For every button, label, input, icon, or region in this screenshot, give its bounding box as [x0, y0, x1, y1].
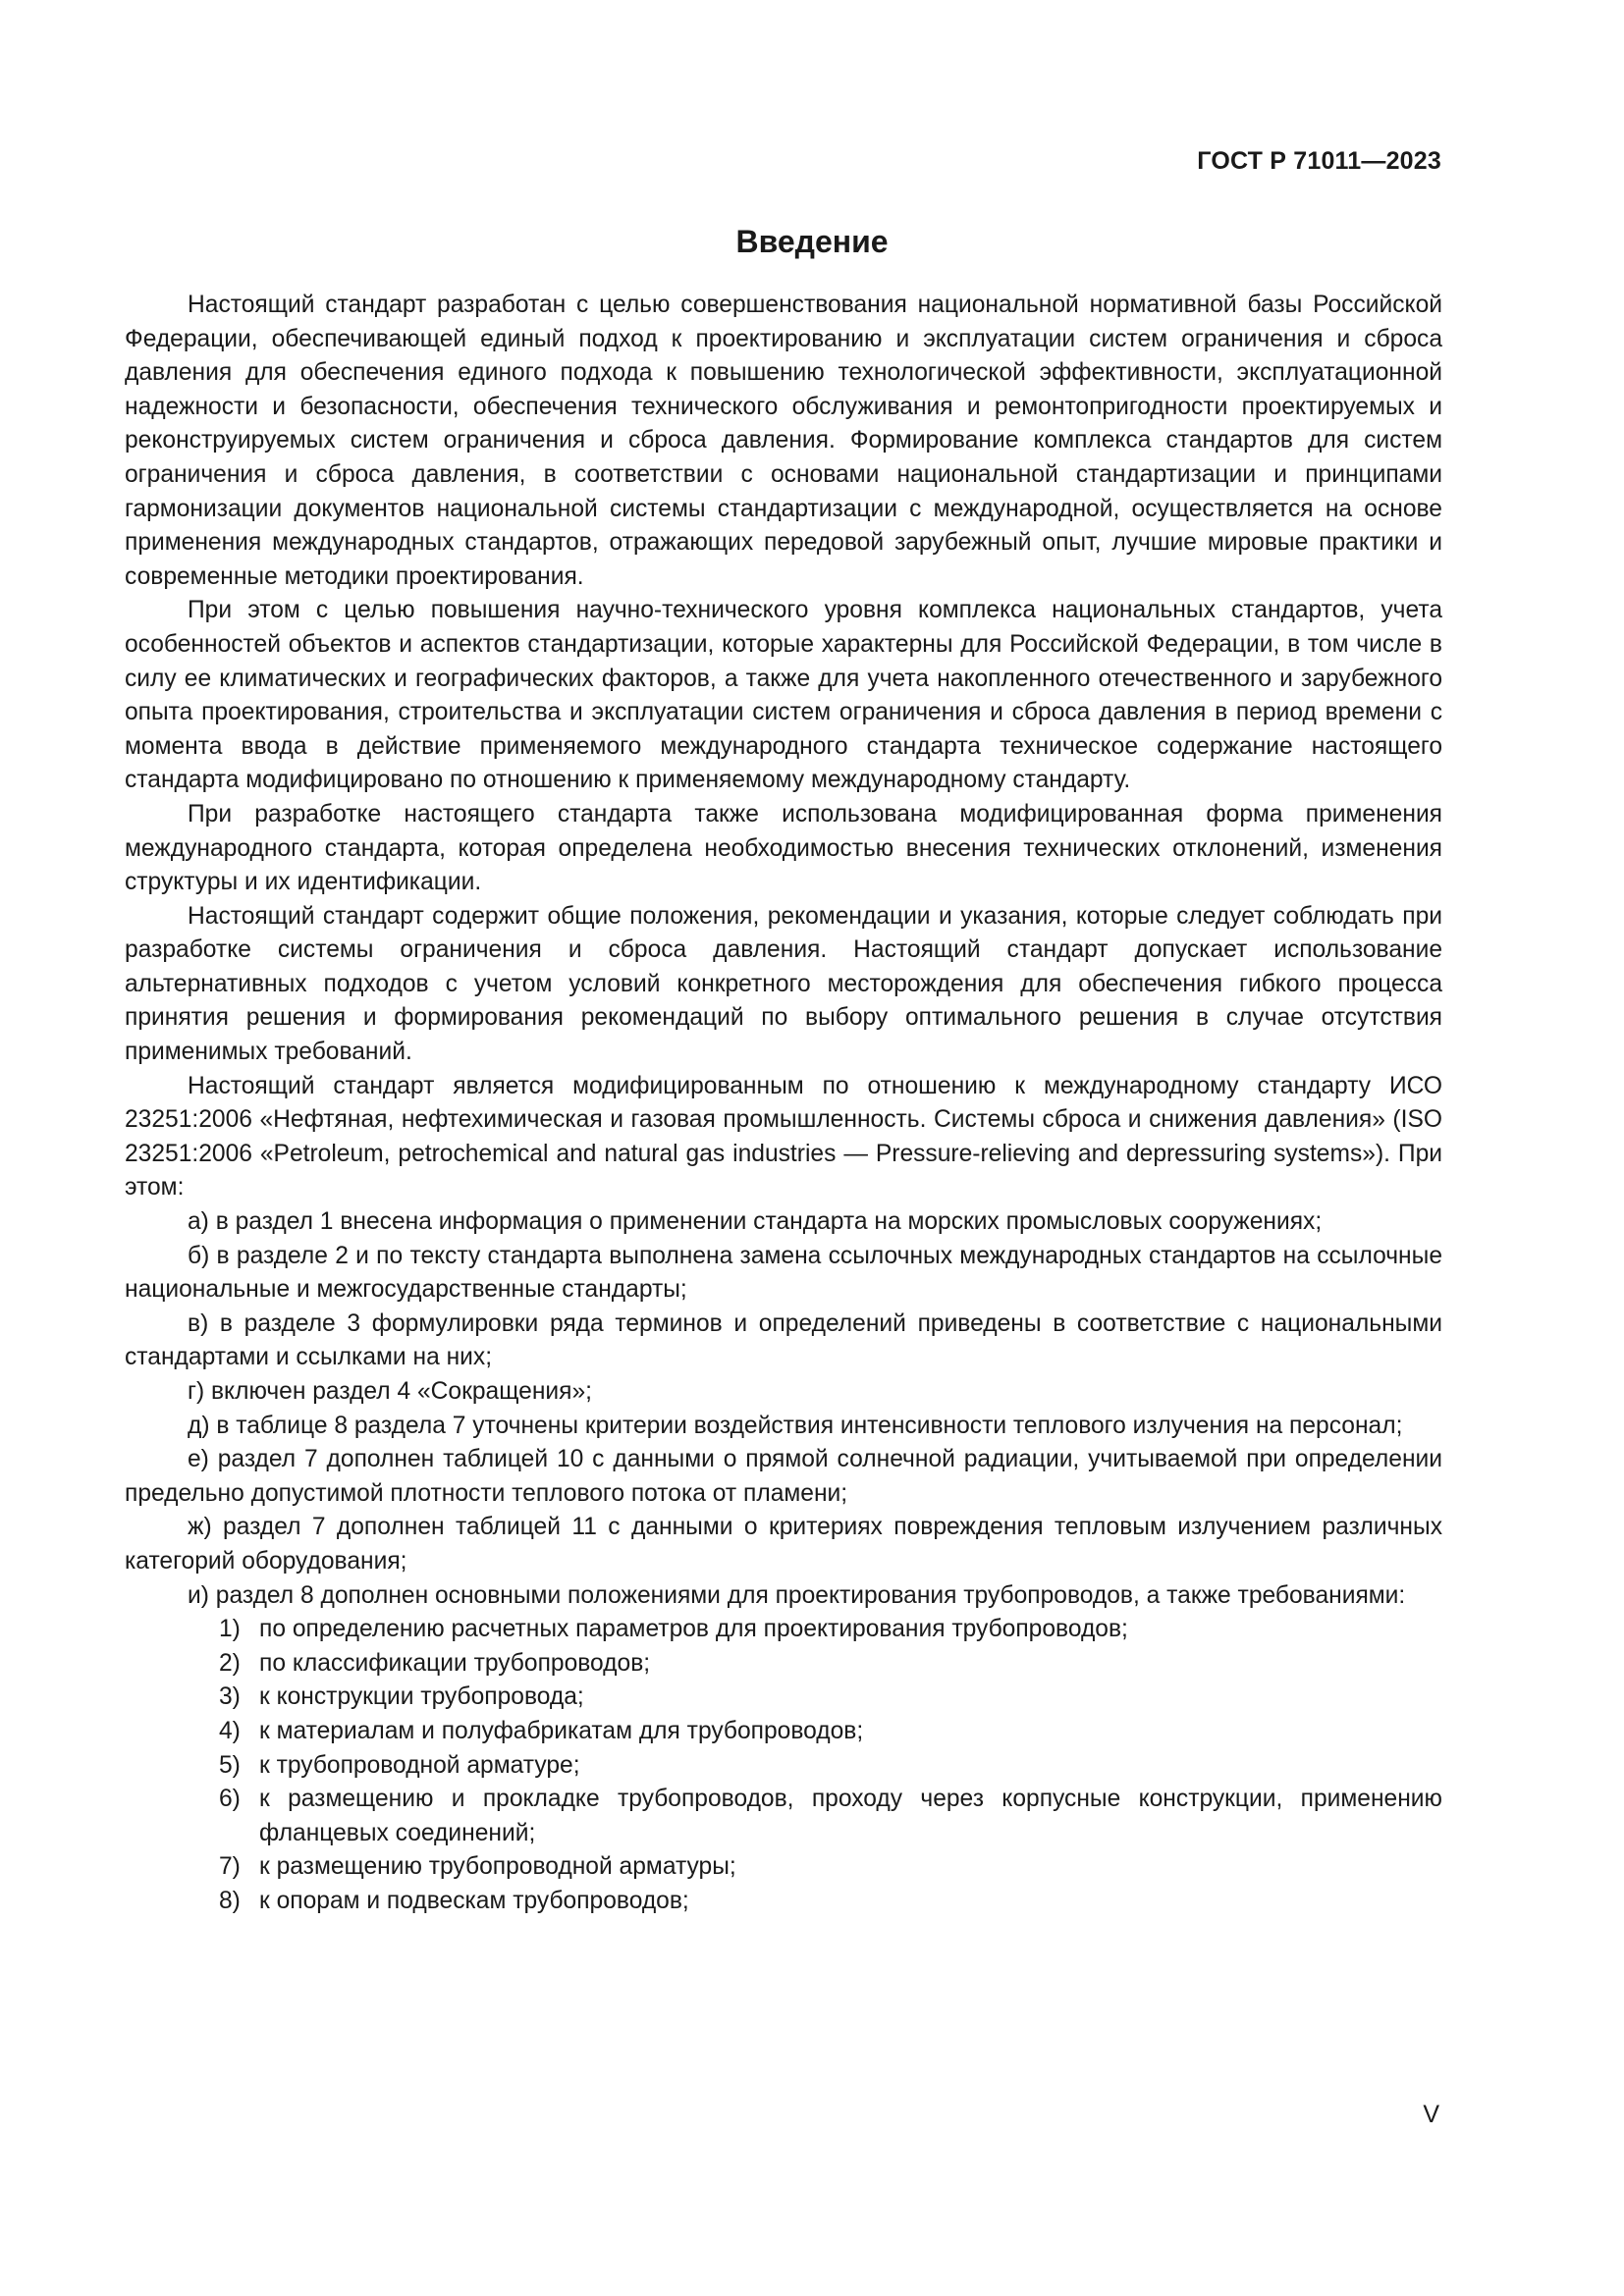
enumeration-item: а) в раздел 1 внесена информация о применении стандарта на морских промысловых сооружениях; [188, 1208, 1323, 1236]
list-item-number: 1) [219, 1616, 241, 1643]
list-item [125, 1749, 1442, 1784]
list-item [125, 1647, 1442, 1682]
paragraph: Настоящий стандарт разработан с целью совершенствования национальной нормативной базы Российской Федерации, обеспечивающей единый подход к проектированию и эксплуатации систем ограничения и сброса давления для обеспечения единого подхода к повышению технологической эффективности, эксплуатационной надежности и безопасности, обеспечения технического обслуживания и ремонтопригодности проектируемых и реконструируемых систем ограничения и сброса давления. Формирование комплекса стандартов для систем ограничения и сброса давления, в соответствии с основами национальной стандартизации и принципами гармонизации документов национальной системы стандартизации с международной, осуществляется на основе применения международных стандартов, отражающих передовой зарубежный опыт, лучшие мировые практики и современные методики проектирования. [125, 292, 1442, 590]
list-item-text: к материалам и полуфабрикатам для трубопроводов; [259, 1717, 864, 1744]
list-item-number: 8) [219, 1887, 241, 1914]
page-number: V [1423, 2101, 1439, 2128]
paragraph: При разработке настоящего стандарта также использована модифицированная форма применения международного стандарта, которая определена необходимостью внесения технических отклонений, изменения структуры и их идентификации. [125, 800, 1442, 896]
list-item-text: по классификации трубопроводов; [259, 1649, 651, 1677]
enumeration-item: в) в разделе 3 формулировки ряда терминов и определений приведены в соответствие с национальными стандартами и ссылками на них; [125, 1309, 1442, 1371]
document-id-header: ГОСТ Р 71011—2023 [1197, 147, 1441, 175]
list-item [125, 1613, 1442, 1647]
paragraph: Настоящий стандарт является модифицированным по отношению к международному стандарту ИСО 23251:2006 «Нефтяная, нефтехимическая и газовая промышленность. Системы сброса и снижения давления» (ISO 23251:2006 «Petroleum, petrochemical and natural gas industries — Pressure-relieving and depressuring systems»). При этом: [125, 1072, 1442, 1201]
list-item-text: к размещению трубопроводной арматуры; [259, 1853, 736, 1881]
list-item-text: по определению расчетных параметров для проектирования трубопроводов; [259, 1616, 1128, 1643]
list-item [125, 1885, 1442, 1919]
list-item-text: к размещению и прокладке трубопроводов, проходу через корпусные конструкции, применению фланцевых соединений; [259, 1786, 1442, 1846]
enumeration-item: ж) раздел 7 дополнен таблицей 11 с данными о критериях повреждения тепловым излучением различных категорий оборудования; [125, 1514, 1442, 1575]
numbered-list [125, 1613, 1442, 1918]
document-body [125, 289, 1442, 1919]
enumeration-item: б) в разделе 2 и по тексту стандарта выполнена замена ссылочных международных стандартов на ссылочные национальные и межгосударственные стандарты; [125, 1242, 1442, 1304]
paragraph: При этом с целью повышения научно-технического уровня комплекса национальных стандартов, учета особенностей объектов и аспектов стандартизации, которые характерны для Российской Федерации, в том числе в силу ее климатических и географических факторов, а также для учета накопленного отечественного и зарубежного опыта проектирования, строительства и эксплуатации систем ограничения и сброса давления в период времени с момента ввода в действие применяемого международного стандарта техническое содержание настоящего стандарта модифицировано по отношению к применяемому международному стандарту. [125, 597, 1442, 794]
list-item-text: к конструкции трубопровода; [259, 1683, 584, 1711]
enumeration-item: е) раздел 7 дополнен таблицей 10 с данными о прямой солнечной радиации, учитываемой при определении предельно допустимой плотности теплового потока от пламени; [125, 1446, 1442, 1507]
list-item-text: к опорам и подвескам трубопроводов; [259, 1887, 689, 1914]
list-item [125, 1850, 1442, 1885]
paragraph: Настоящий стандарт содержит общие положения, рекомендации и указания, которые следует соблюдать при разработке системы ограничения и сброса давления. Настоящий стандарт допускает использование альтернативных подходов с учетом условий конкретного месторождения для обеспечения гибкого процесса принятия решения и формирования рекомендаций по выбору оптимального решения в случае отсутствия применимых требований. [125, 902, 1442, 1066]
list-item-number: 2) [219, 1649, 241, 1677]
list-item-number: 7) [219, 1853, 241, 1881]
enumeration-item: и) раздел 8 дополнен основными положениями для проектирования трубопроводов, а также требованиями: [188, 1581, 1406, 1609]
list-item [125, 1783, 1442, 1850]
section-title: Введение [735, 224, 889, 259]
list-item-number: 3) [219, 1683, 241, 1711]
list-item [125, 1681, 1442, 1715]
list-item-text: к трубопроводной арматуре; [259, 1751, 580, 1779]
list-item-number: 4) [219, 1717, 241, 1744]
list-item-number: 6) [219, 1786, 241, 1813]
list-item [125, 1715, 1442, 1749]
list-item-number: 5) [219, 1751, 241, 1779]
enumeration-item: г) включен раздел 4 «Сокращения»; [188, 1378, 592, 1405]
enumeration-item: д) в таблице 8 раздела 7 уточнены критерии воздействия интенсивности теплового излучения на персонал; [188, 1412, 1403, 1439]
